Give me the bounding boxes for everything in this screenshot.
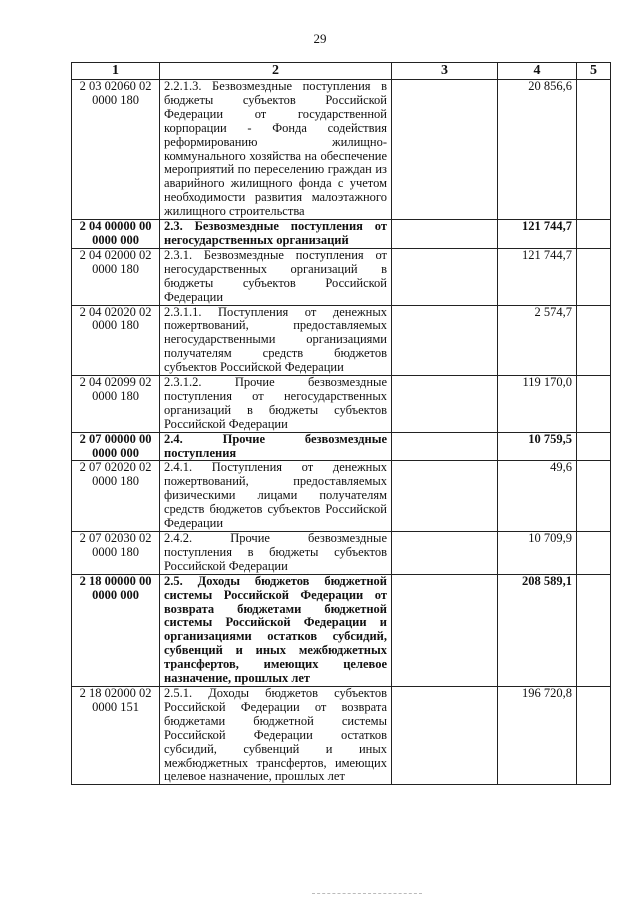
column-header: 1 bbox=[72, 63, 160, 80]
budget-code-cell: 2 07 02020 02 0000 180 bbox=[72, 461, 160, 532]
table-header-row bbox=[72, 63, 611, 80]
budget-code-cell: 2 04 02020 02 0000 180 bbox=[72, 305, 160, 376]
amount-cell: 2 574,7 bbox=[498, 305, 577, 376]
table-row bbox=[72, 686, 611, 784]
amount-cell: 10 709,9 bbox=[498, 532, 577, 575]
column-3-cell bbox=[392, 432, 498, 461]
column-3-cell bbox=[392, 305, 498, 376]
table-row bbox=[72, 248, 611, 305]
column-5-cell bbox=[577, 80, 611, 220]
table-row bbox=[72, 80, 611, 220]
table-row bbox=[72, 432, 611, 461]
column-3-cell bbox=[392, 574, 498, 686]
item-name-cell: 2.5. Доходы бюджетов бюджетной системы Российской Федерации от возврата бюджетами бюджетной системы Российской Федерации и организациями остатков субсидий, субвенций и иных межбюджетных трансфертов, имеющих целевое назначение, прошлых лет bbox=[160, 574, 392, 686]
column-5-cell bbox=[577, 574, 611, 686]
column-5-cell bbox=[577, 686, 611, 784]
amount-cell: 208 589,1 bbox=[498, 574, 577, 686]
column-3-cell bbox=[392, 532, 498, 575]
column-header: 5 bbox=[577, 63, 611, 80]
budget-code-cell: 2 04 02000 02 0000 180 bbox=[72, 248, 160, 305]
column-3-cell bbox=[392, 461, 498, 532]
table-row bbox=[72, 220, 611, 249]
amount-cell: 49,6 bbox=[498, 461, 577, 532]
column-header: 3 bbox=[392, 63, 498, 80]
item-name-cell: 2.3.1. Безвозмездные поступления от негосударственных организаций в бюджеты субъектов Российской Федерации bbox=[160, 248, 392, 305]
item-name-cell: 2.3.1.2. Прочие безвозмездные поступления от негосударственных организаций в бюджеты субъектов Российской Федерации bbox=[160, 376, 392, 433]
column-5-cell bbox=[577, 461, 611, 532]
amount-cell: 10 759,5 bbox=[498, 432, 577, 461]
budget-code-cell: 2 18 00000 00 0000 000 bbox=[72, 574, 160, 686]
item-name-cell: 2.4. Прочие безвозмездные поступления bbox=[160, 432, 392, 461]
item-name-cell: 2.4.2. Прочие безвозмездные поступления в бюджеты субъектов Российской Федерации bbox=[160, 532, 392, 575]
table-row bbox=[72, 305, 611, 376]
column-5-cell bbox=[577, 376, 611, 433]
column-5-cell bbox=[577, 432, 611, 461]
item-name-cell: 2.3. Безвозмездные поступления от негосударственных организаций bbox=[160, 220, 392, 249]
amount-cell: 121 744,7 bbox=[498, 220, 577, 249]
table-row bbox=[72, 461, 611, 532]
budget-code-cell: 2 07 02030 02 0000 180 bbox=[72, 532, 160, 575]
column-3-cell bbox=[392, 220, 498, 249]
column-header: 4 bbox=[498, 63, 577, 80]
column-3-cell bbox=[392, 248, 498, 305]
table-body bbox=[72, 80, 611, 785]
budget-code-cell: 2 07 00000 00 0000 000 bbox=[72, 432, 160, 461]
amount-cell: 121 744,7 bbox=[498, 248, 577, 305]
column-5-cell bbox=[577, 532, 611, 575]
table-row bbox=[72, 574, 611, 686]
page-number: 29 bbox=[313, 31, 327, 46]
column-5-cell bbox=[577, 248, 611, 305]
amount-cell: 196 720,8 bbox=[498, 686, 577, 784]
table-row bbox=[72, 532, 611, 575]
column-3-cell bbox=[392, 686, 498, 784]
column-3-cell bbox=[392, 376, 498, 433]
table-row bbox=[72, 376, 611, 433]
amount-cell: 119 170,0 bbox=[498, 376, 577, 433]
item-name-cell: 2.3.1.1. Поступления от денежных пожертвований, предоставляемых негосударственными организациями получателям средств бюджетов субъектов Российской Федерации bbox=[160, 305, 392, 376]
item-name-cell: 2.2.1.3. Безвозмездные поступления в бюджеты субъектов Российской Федерации от государственной корпорации - Фонда содействия реформированию жилищно-коммунального хозяйства на обеспечение мероприятий по переселению граждан из аварийного жилищного фонда с учетом необходимости развития малоэтажного жилищного строительства bbox=[160, 80, 392, 220]
budget-code-cell: 2 04 02099 02 0000 180 bbox=[72, 376, 160, 433]
column-5-cell bbox=[577, 305, 611, 376]
item-name-cell: 2.4.1. Поступления от денежных пожертвований, предоставляемых физическими лицами получателям средств бюджетов субъектов Российской Федерации bbox=[160, 461, 392, 532]
amount-cell: 20 856,6 bbox=[498, 80, 577, 220]
budget-code-cell: 2 18 02000 02 0000 151 bbox=[72, 686, 160, 784]
column-header: 2 bbox=[160, 63, 392, 80]
budget-code-cell: 2 04 00000 00 0000 000 bbox=[72, 220, 160, 249]
budget-code-cell: 2 03 02060 02 0000 180 bbox=[72, 80, 160, 220]
revenue-table bbox=[71, 62, 611, 785]
column-5-cell bbox=[577, 220, 611, 249]
column-3-cell bbox=[392, 80, 498, 220]
footer-mark bbox=[312, 893, 422, 896]
item-name-cell: 2.5.1. Доходы бюджетов субъектов Российской Федерации от возврата бюджетами бюджетной системы Российской Федерации остатков субсидий, субвенций и иных межбюджетных трансфертов, имеющих целевое назначение, прошлых лет bbox=[160, 686, 392, 784]
